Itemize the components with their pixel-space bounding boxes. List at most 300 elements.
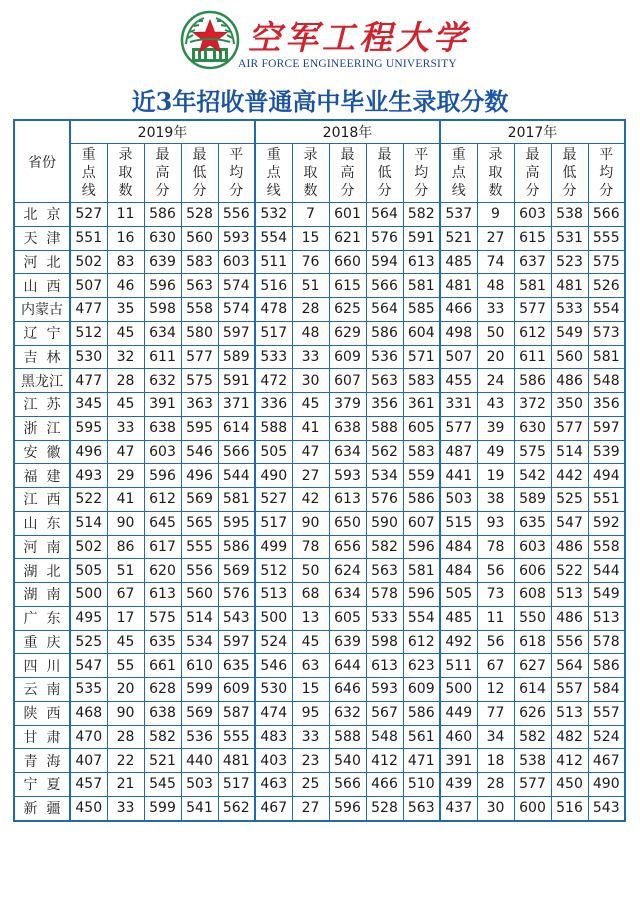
column-header-admitted-count: 录 取 数 xyxy=(477,144,514,203)
score-cell-average-score: 517 xyxy=(218,773,255,797)
score-cell-admitted-count: 20 xyxy=(477,345,514,369)
score-cell-lowest-score: 565 xyxy=(181,511,218,535)
score-cell-lowest-score: 583 xyxy=(181,250,218,274)
score-cell-highest-score: 608 xyxy=(514,583,551,607)
score-cell-cutoff-line: 437 xyxy=(440,796,477,820)
score-cell-admitted-count: 45 xyxy=(107,630,144,654)
province-cell: 青 海 xyxy=(14,749,70,773)
score-cell-admitted-count: 93 xyxy=(477,511,514,535)
year-header-row xyxy=(14,120,625,144)
score-cell-admitted-count: 25 xyxy=(292,773,329,797)
score-cell-highest-score: 607 xyxy=(329,369,366,393)
score-cell-admitted-count: 48 xyxy=(292,321,329,345)
score-cell-cutoff-line: 527 xyxy=(255,488,292,512)
score-cell-lowest-score: 558 xyxy=(181,298,218,322)
score-cell-cutoff-line: 511 xyxy=(440,654,477,678)
score-cell-lowest-score: 560 xyxy=(551,345,588,369)
score-cell-average-score: 526 xyxy=(588,274,625,298)
score-cell-highest-score: 629 xyxy=(329,321,366,345)
score-cell-cutoff-line: 483 xyxy=(255,725,292,749)
column-header-lowest-score: 最 低 分 xyxy=(181,144,218,203)
score-cell-admitted-count: 90 xyxy=(292,511,329,535)
score-cell-lowest-score: 534 xyxy=(366,464,403,488)
score-cell-admitted-count: 51 xyxy=(292,274,329,298)
score-cell-admitted-count: 34 xyxy=(477,725,514,749)
province-cell: 湖 北 xyxy=(14,559,70,583)
score-cell-admitted-count: 63 xyxy=(292,654,329,678)
score-cell-cutoff-line: 490 xyxy=(255,464,292,488)
province-cell: 河 北 xyxy=(14,250,70,274)
score-cell-cutoff-line: 505 xyxy=(70,559,107,583)
score-cell-highest-score: 638 xyxy=(144,701,181,725)
score-cell-highest-score: 632 xyxy=(144,369,181,393)
score-cell-average-score: 551 xyxy=(588,488,625,512)
score-cell-highest-score: 632 xyxy=(329,701,366,725)
score-cell-average-score: 597 xyxy=(218,630,255,654)
score-cell-highest-score: 542 xyxy=(514,464,551,488)
score-cell-cutoff-line: 472 xyxy=(255,369,292,393)
score-cell-highest-score: 635 xyxy=(144,630,181,654)
score-cell-cutoff-line: 525 xyxy=(70,630,107,654)
table-row xyxy=(14,749,625,773)
score-cell-cutoff-line: 455 xyxy=(440,369,477,393)
score-cell-highest-score: 634 xyxy=(144,321,181,345)
score-cell-highest-score: 638 xyxy=(144,416,181,440)
score-cell-average-score: 559 xyxy=(403,464,440,488)
table-row xyxy=(14,298,625,322)
score-cell-lowest-score: 534 xyxy=(181,630,218,654)
score-cell-average-score: 581 xyxy=(218,488,255,512)
score-cell-average-score: 585 xyxy=(403,298,440,322)
score-cell-cutoff-line: 468 xyxy=(70,701,107,725)
score-cell-highest-score: 646 xyxy=(329,678,366,702)
score-cell-average-score: 543 xyxy=(218,606,255,630)
score-cell-cutoff-line: 485 xyxy=(440,606,477,630)
score-cell-lowest-score: 556 xyxy=(181,559,218,583)
score-cell-cutoff-line: 577 xyxy=(440,416,477,440)
score-cell-cutoff-line: 487 xyxy=(440,440,477,464)
score-cell-cutoff-line: 477 xyxy=(70,298,107,322)
score-cell-admitted-count: 22 xyxy=(107,749,144,773)
score-cell-average-score: 589 xyxy=(218,345,255,369)
score-cell-cutoff-line: 407 xyxy=(70,749,107,773)
score-cell-lowest-score: 610 xyxy=(181,654,218,678)
score-cell-lowest-score: 564 xyxy=(366,203,403,227)
score-cell-lowest-score: 546 xyxy=(181,440,218,464)
score-cell-cutoff-line: 403 xyxy=(255,749,292,773)
province-cell: 广 东 xyxy=(14,606,70,630)
score-cell-average-score: 576 xyxy=(218,583,255,607)
score-cell-cutoff-line: 500 xyxy=(440,678,477,702)
score-cell-cutoff-line: 502 xyxy=(70,250,107,274)
score-cell-cutoff-line: 524 xyxy=(255,630,292,654)
score-cell-average-score: 557 xyxy=(588,701,625,725)
score-cell-cutoff-line: 530 xyxy=(255,678,292,702)
score-cell-average-score: 574 xyxy=(218,274,255,298)
score-cell-lowest-score: 582 xyxy=(366,535,403,559)
table-row xyxy=(14,654,625,678)
score-cell-average-score: 490 xyxy=(588,773,625,797)
score-cell-cutoff-line: 331 xyxy=(440,393,477,417)
province-cell: 江 苏 xyxy=(14,393,70,417)
score-cell-highest-score: 521 xyxy=(144,749,181,773)
score-cell-highest-score: 577 xyxy=(514,298,551,322)
table-row xyxy=(14,369,625,393)
score-cell-average-score: 609 xyxy=(403,678,440,702)
score-cell-admitted-count: 46 xyxy=(107,274,144,298)
score-cell-highest-score: 618 xyxy=(514,630,551,654)
score-cell-admitted-count: 29 xyxy=(107,464,144,488)
score-cell-highest-score: 593 xyxy=(329,464,366,488)
score-cell-admitted-count: 33 xyxy=(477,298,514,322)
score-cell-average-score: 604 xyxy=(403,321,440,345)
score-cell-highest-score: 624 xyxy=(329,559,366,583)
score-cell-lowest-score: 586 xyxy=(366,321,403,345)
score-cell-lowest-score: 412 xyxy=(551,749,588,773)
score-cell-admitted-count: 41 xyxy=(292,416,329,440)
table-row xyxy=(14,535,625,559)
score-cell-admitted-count: 45 xyxy=(292,630,329,654)
score-cell-admitted-count: 33 xyxy=(107,796,144,820)
score-cell-average-score: 574 xyxy=(218,298,255,322)
column-header-average-score: 平 均 分 xyxy=(218,144,255,203)
score-cell-lowest-score: 486 xyxy=(551,606,588,630)
score-cell-lowest-score: 533 xyxy=(366,606,403,630)
score-cell-lowest-score: 522 xyxy=(551,559,588,583)
score-cell-highest-score: 575 xyxy=(514,440,551,464)
score-cell-admitted-count: 11 xyxy=(477,606,514,630)
province-cell: 浙 江 xyxy=(14,416,70,440)
score-cell-cutoff-line: 517 xyxy=(255,321,292,345)
page-title: 近3年招收普通高中毕业生录取分数 xyxy=(131,87,509,116)
score-cell-cutoff-line: 498 xyxy=(440,321,477,345)
score-cell-lowest-score: 547 xyxy=(551,511,588,535)
table-row xyxy=(14,440,625,464)
province-cell: 吉 林 xyxy=(14,345,70,369)
score-cell-admitted-count: 27 xyxy=(292,796,329,820)
score-cell-admitted-count: 55 xyxy=(107,654,144,678)
score-cell-lowest-score: 562 xyxy=(366,440,403,464)
score-cell-cutoff-line: 478 xyxy=(255,298,292,322)
column-header-row xyxy=(14,144,625,203)
score-cell-cutoff-line: 466 xyxy=(440,298,477,322)
score-cell-admitted-count: 67 xyxy=(477,654,514,678)
score-cell-admitted-count: 30 xyxy=(292,369,329,393)
score-cell-cutoff-line: 507 xyxy=(70,274,107,298)
column-header-average-score: 平 均 分 xyxy=(588,144,625,203)
score-cell-highest-score: 609 xyxy=(329,345,366,369)
score-cell-lowest-score: 555 xyxy=(181,535,218,559)
score-cell-highest-score: 639 xyxy=(329,630,366,654)
score-cell-average-score: 596 xyxy=(403,535,440,559)
score-cell-cutoff-line: 484 xyxy=(440,535,477,559)
score-cell-highest-score: 638 xyxy=(329,416,366,440)
score-cell-average-score: 571 xyxy=(403,345,440,369)
province-cell: 湖 南 xyxy=(14,583,70,607)
score-cell-cutoff-line: 532 xyxy=(255,203,292,227)
score-cell-cutoff-line: 485 xyxy=(440,250,477,274)
score-cell-highest-score: 617 xyxy=(144,535,181,559)
score-cell-average-score: 471 xyxy=(403,749,440,773)
year-header: 2019年 xyxy=(70,120,255,144)
score-cell-lowest-score: 538 xyxy=(551,203,588,227)
score-cell-average-score: 603 xyxy=(218,250,255,274)
score-cell-highest-score: 603 xyxy=(514,535,551,559)
score-cell-admitted-count: 19 xyxy=(477,464,514,488)
score-cell-lowest-score: 486 xyxy=(551,369,588,393)
score-cell-lowest-score: 481 xyxy=(551,274,588,298)
province-cell: 山 东 xyxy=(14,511,70,535)
score-cell-cutoff-line: 495 xyxy=(70,606,107,630)
table-row xyxy=(14,416,625,440)
university-name-cn: 空军工程大学 xyxy=(248,18,470,57)
score-cell-admitted-count: 78 xyxy=(477,535,514,559)
score-cell-average-score: 593 xyxy=(218,226,255,250)
score-cell-admitted-count: 49 xyxy=(477,440,514,464)
score-cell-highest-score: 615 xyxy=(514,226,551,250)
score-cell-lowest-score: 514 xyxy=(181,606,218,630)
score-cell-average-score: 554 xyxy=(403,606,440,630)
score-cell-lowest-score: 599 xyxy=(181,678,218,702)
score-cell-admitted-count: 33 xyxy=(292,725,329,749)
province-cell: 黑龙江 xyxy=(14,369,70,393)
score-cell-highest-score: 603 xyxy=(144,440,181,464)
province-cell: 河 南 xyxy=(14,535,70,559)
score-cell-cutoff-line: 588 xyxy=(255,416,292,440)
score-cell-lowest-score: 557 xyxy=(551,678,588,702)
score-cell-highest-score: 634 xyxy=(329,440,366,464)
score-cell-lowest-score: 536 xyxy=(366,345,403,369)
score-cell-average-score: 586 xyxy=(403,488,440,512)
table-row xyxy=(14,226,625,250)
table-row xyxy=(14,606,625,630)
score-cell-lowest-score: 440 xyxy=(181,749,218,773)
column-header-cutoff-line: 重 点 线 xyxy=(70,144,107,203)
score-cell-average-score: 555 xyxy=(588,226,625,250)
province-cell: 江 西 xyxy=(14,488,70,512)
province-cell: 辽 宁 xyxy=(14,321,70,345)
table-row xyxy=(14,250,625,274)
score-cell-cutoff-line: 527 xyxy=(70,203,107,227)
score-cell-admitted-count: 27 xyxy=(477,226,514,250)
score-cell-highest-score: 550 xyxy=(514,606,551,630)
score-cell-average-score: 591 xyxy=(403,226,440,250)
score-cell-lowest-score: 541 xyxy=(181,796,218,820)
column-header-cutoff-line: 重 点 线 xyxy=(255,144,292,203)
score-cell-average-score: 612 xyxy=(403,630,440,654)
score-cell-highest-score: 601 xyxy=(329,203,366,227)
score-cell-cutoff-line: 503 xyxy=(440,488,477,512)
score-cell-highest-score: 628 xyxy=(144,678,181,702)
score-cell-lowest-score: 503 xyxy=(181,773,218,797)
score-cell-cutoff-line: 511 xyxy=(255,250,292,274)
column-header-lowest-score: 最 低 分 xyxy=(366,144,403,203)
score-cell-average-score: 556 xyxy=(218,203,255,227)
score-cell-highest-score: 656 xyxy=(329,535,366,559)
score-cell-cutoff-line: 595 xyxy=(70,416,107,440)
score-cell-lowest-score: 569 xyxy=(181,701,218,725)
score-cell-lowest-score: 564 xyxy=(366,298,403,322)
score-cell-average-score: 573 xyxy=(588,321,625,345)
score-cell-admitted-count: 15 xyxy=(292,678,329,702)
score-cell-highest-score: 661 xyxy=(144,654,181,678)
score-cell-cutoff-line: 345 xyxy=(70,393,107,417)
score-cell-average-score: 563 xyxy=(403,796,440,820)
score-cell-average-score: 586 xyxy=(588,654,625,678)
score-cell-highest-score: 575 xyxy=(144,606,181,630)
score-cell-average-score: 539 xyxy=(588,440,625,464)
score-cell-cutoff-line: 507 xyxy=(440,345,477,369)
score-cell-highest-score: 614 xyxy=(514,678,551,702)
score-cell-admitted-count: 7 xyxy=(292,203,329,227)
province-cell: 内蒙古 xyxy=(14,298,70,322)
province-cell: 甘 肃 xyxy=(14,725,70,749)
province-cell: 四 川 xyxy=(14,654,70,678)
score-cell-lowest-score: 450 xyxy=(551,773,588,797)
score-cell-admitted-count: 30 xyxy=(477,796,514,820)
score-cell-highest-score: 586 xyxy=(144,203,181,227)
year-header: 2017年 xyxy=(440,120,625,144)
score-cell-highest-score: 596 xyxy=(329,796,366,820)
score-cell-admitted-count: 17 xyxy=(107,606,144,630)
score-cell-cutoff-line: 500 xyxy=(255,606,292,630)
score-cell-average-score: 481 xyxy=(218,749,255,773)
score-cell-average-score: 596 xyxy=(403,583,440,607)
province-cell: 重 庆 xyxy=(14,630,70,654)
score-cell-admitted-count: 33 xyxy=(292,345,329,369)
score-cell-cutoff-line: 474 xyxy=(255,701,292,725)
column-header-highest-score: 最 高 分 xyxy=(329,144,366,203)
score-cell-lowest-score: 533 xyxy=(551,298,588,322)
score-cell-admitted-count: 95 xyxy=(292,701,329,725)
score-cell-highest-score: 581 xyxy=(514,274,551,298)
score-cell-highest-score: 538 xyxy=(514,749,551,773)
score-cell-average-score: 595 xyxy=(218,511,255,535)
score-cell-admitted-count: 90 xyxy=(107,701,144,725)
score-cell-average-score: 510 xyxy=(403,773,440,797)
score-cell-average-score: 614 xyxy=(218,416,255,440)
score-cell-cutoff-line: 470 xyxy=(70,725,107,749)
score-cell-highest-score: 589 xyxy=(514,488,551,512)
score-cell-admitted-count: 35 xyxy=(107,298,144,322)
score-cell-highest-score: 611 xyxy=(514,345,551,369)
score-cell-average-score: 566 xyxy=(218,440,255,464)
table-row xyxy=(14,488,625,512)
score-cell-admitted-count: 20 xyxy=(107,678,144,702)
score-cell-admitted-count: 48 xyxy=(477,274,514,298)
score-cell-admitted-count: 56 xyxy=(477,559,514,583)
score-cell-highest-score: 606 xyxy=(514,559,551,583)
score-cell-average-score: 609 xyxy=(218,678,255,702)
score-cell-highest-score: 620 xyxy=(144,559,181,583)
score-cell-admitted-count: 45 xyxy=(107,321,144,345)
score-cell-cutoff-line: 467 xyxy=(255,796,292,820)
table-row xyxy=(14,701,625,725)
score-cell-highest-score: 630 xyxy=(144,226,181,250)
score-cell-admitted-count: 77 xyxy=(477,701,514,725)
table-row xyxy=(14,274,625,298)
score-cell-highest-score: 545 xyxy=(144,773,181,797)
score-cell-average-score: 586 xyxy=(403,701,440,725)
score-cell-highest-score: 613 xyxy=(329,488,366,512)
score-cell-lowest-score: 613 xyxy=(366,654,403,678)
score-cell-average-score: 549 xyxy=(588,583,625,607)
score-cell-highest-score: 645 xyxy=(144,511,181,535)
score-cell-highest-score: 626 xyxy=(514,701,551,725)
table-row xyxy=(14,464,625,488)
score-cell-highest-score: 639 xyxy=(144,250,181,274)
score-cell-average-score: 356 xyxy=(588,393,625,417)
score-cell-admitted-count: 74 xyxy=(477,250,514,274)
score-cell-highest-score: 540 xyxy=(329,749,366,773)
score-cell-average-score: 584 xyxy=(588,678,625,702)
score-cell-highest-score: 615 xyxy=(329,274,366,298)
score-cell-average-score: 581 xyxy=(403,274,440,298)
score-cell-highest-score: 599 xyxy=(144,796,181,820)
score-cell-cutoff-line: 516 xyxy=(255,274,292,298)
score-cell-average-score: 591 xyxy=(218,369,255,393)
score-cell-highest-score: 605 xyxy=(329,606,366,630)
year-header: 2018年 xyxy=(255,120,440,144)
score-cell-cutoff-line: 521 xyxy=(440,226,477,250)
score-cell-lowest-score: 350 xyxy=(551,393,588,417)
score-cell-cutoff-line: 460 xyxy=(440,725,477,749)
score-cell-admitted-count: 18 xyxy=(477,749,514,773)
score-cell-highest-score: 582 xyxy=(514,725,551,749)
score-cell-average-score: 467 xyxy=(588,749,625,773)
column-header-average-score: 平 均 分 xyxy=(403,144,440,203)
score-cell-average-score: 513 xyxy=(588,606,625,630)
score-cell-average-score: 361 xyxy=(403,393,440,417)
score-cell-cutoff-line: 535 xyxy=(70,678,107,702)
score-cell-admitted-count: 76 xyxy=(292,250,329,274)
score-cell-lowest-score: 575 xyxy=(181,369,218,393)
score-cell-highest-score: 577 xyxy=(514,773,551,797)
score-cell-average-score: 586 xyxy=(218,535,255,559)
score-cell-cutoff-line: 463 xyxy=(255,773,292,797)
score-cell-average-score: 597 xyxy=(588,416,625,440)
table-row xyxy=(14,630,625,654)
score-cell-cutoff-line: 477 xyxy=(70,369,107,393)
score-cell-average-score: 581 xyxy=(403,559,440,583)
score-cell-average-score: 613 xyxy=(403,250,440,274)
table-row xyxy=(14,559,625,583)
score-cell-highest-score: 588 xyxy=(329,725,366,749)
score-cell-highest-score: 379 xyxy=(329,393,366,417)
score-cell-cutoff-line: 492 xyxy=(440,630,477,654)
score-cell-admitted-count: 39 xyxy=(477,416,514,440)
score-cell-highest-score: 612 xyxy=(144,488,181,512)
province-cell: 安 徽 xyxy=(14,440,70,464)
score-cell-lowest-score: 590 xyxy=(366,511,403,535)
score-cell-lowest-score: 563 xyxy=(366,559,403,583)
score-cell-cutoff-line: 517 xyxy=(255,511,292,535)
score-cell-cutoff-line: 391 xyxy=(440,749,477,773)
score-cell-admitted-count: 21 xyxy=(107,773,144,797)
score-cell-admitted-count: 9 xyxy=(477,203,514,227)
score-cell-admitted-count: 13 xyxy=(292,606,329,630)
score-cell-lowest-score: 363 xyxy=(181,393,218,417)
score-cell-lowest-score: 564 xyxy=(551,654,588,678)
score-cell-average-score: 578 xyxy=(588,630,625,654)
score-cell-cutoff-line: 554 xyxy=(255,226,292,250)
score-cell-average-score: 605 xyxy=(403,416,440,440)
score-cell-cutoff-line: 449 xyxy=(440,701,477,725)
score-cell-average-score: 607 xyxy=(403,511,440,535)
score-cell-highest-score: 596 xyxy=(144,274,181,298)
score-cell-cutoff-line: 512 xyxy=(70,321,107,345)
score-cell-average-score: 561 xyxy=(403,725,440,749)
